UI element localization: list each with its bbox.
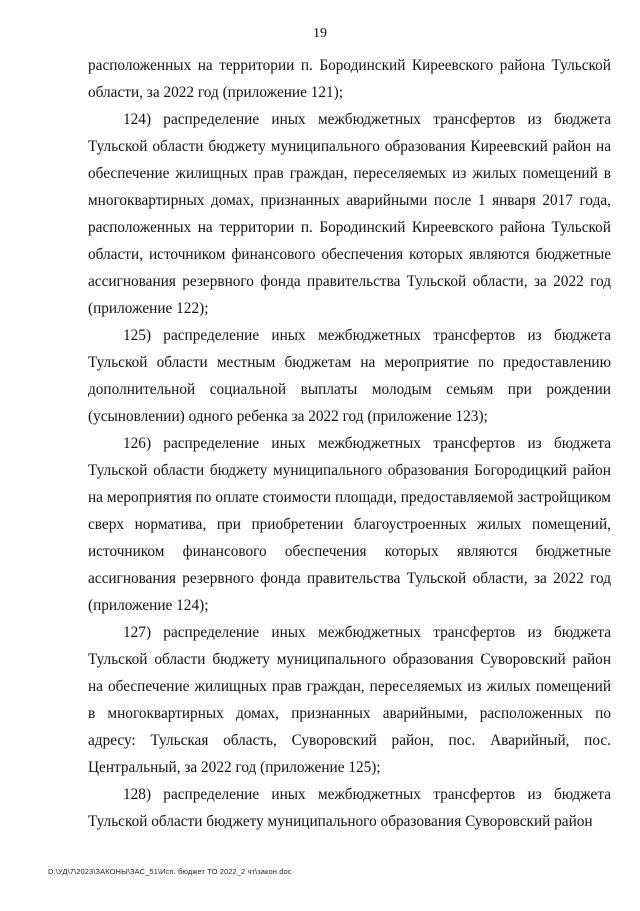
document-body <box>88 52 611 835</box>
paragraph-continuation: расположенных на территории п. Бородинский Киреевского района Тульской области, за 2022 год (приложение 121); <box>88 57 611 101</box>
paragraph-item-126: 126) распределение иных межбюджетных трансфертов из бюджета Тульской области бюджету муниципального образования Богородицкий район на мероприятия по оплате стоимости площади, предоставляемой застройщиком сверх норматива, при приобретении благоустроенных жилых помещений, источником финансового обеспечения которых являются бюджетные ассигнования резервного фонда правительства Тульской области, за 2022 год (приложение 124); <box>88 435 611 614</box>
page-number: 19 <box>313 26 327 41</box>
paragraph-item-128: 128) распределение иных межбюджетных трансфертов из бюджета Тульской области бюджету муниципального образования Суворовский район <box>88 786 611 830</box>
paragraph-item-124: 124) распределение иных межбюджетных трансфертов из бюджета Тульской области бюджету муниципального образования Киреевский район на обеспечение жилищных прав граждан, переселяемых из жилых помещений в многоквартирных домах, признанных аварийными после 1 января 2017 года, расположенных на территории п. Бородинский Киреевского района Тульской области, источником финансового обеспечения которых являются бюджетные ассигнования резервного фонда правительства Тульской области, за 2022 год (приложение 122); <box>88 111 611 317</box>
paragraph-item-127: 127) распределение иных межбюджетных трансфертов из бюджета Тульской области бюджету муниципального образования Суворовский район на обеспечение жилищных прав граждан, переселяемых из жилых помещений в многоквартирных домах, признанных аварийными, расположенных по адресу: Тульская область, Суворовский район, пос. Аварийный, пос. Центральный, за 2022 год (приложение 125); <box>88 624 611 776</box>
file-path-footer: D:\УД\7\2023\ЗАКОНЫ\ЗАС_51\Исп. бюджет ТО 2022_2 чт\закон.doc <box>48 867 292 876</box>
paragraph-item-125: 125) распределение иных межбюджетных трансфертов из бюджета Тульской области местным бюджетам на мероприятие по предоставлению дополнительной социальной выплаты молодым семьям при рождении (усыновлении) одного ребенка за 2022 год (приложение 123); <box>88 327 611 425</box>
